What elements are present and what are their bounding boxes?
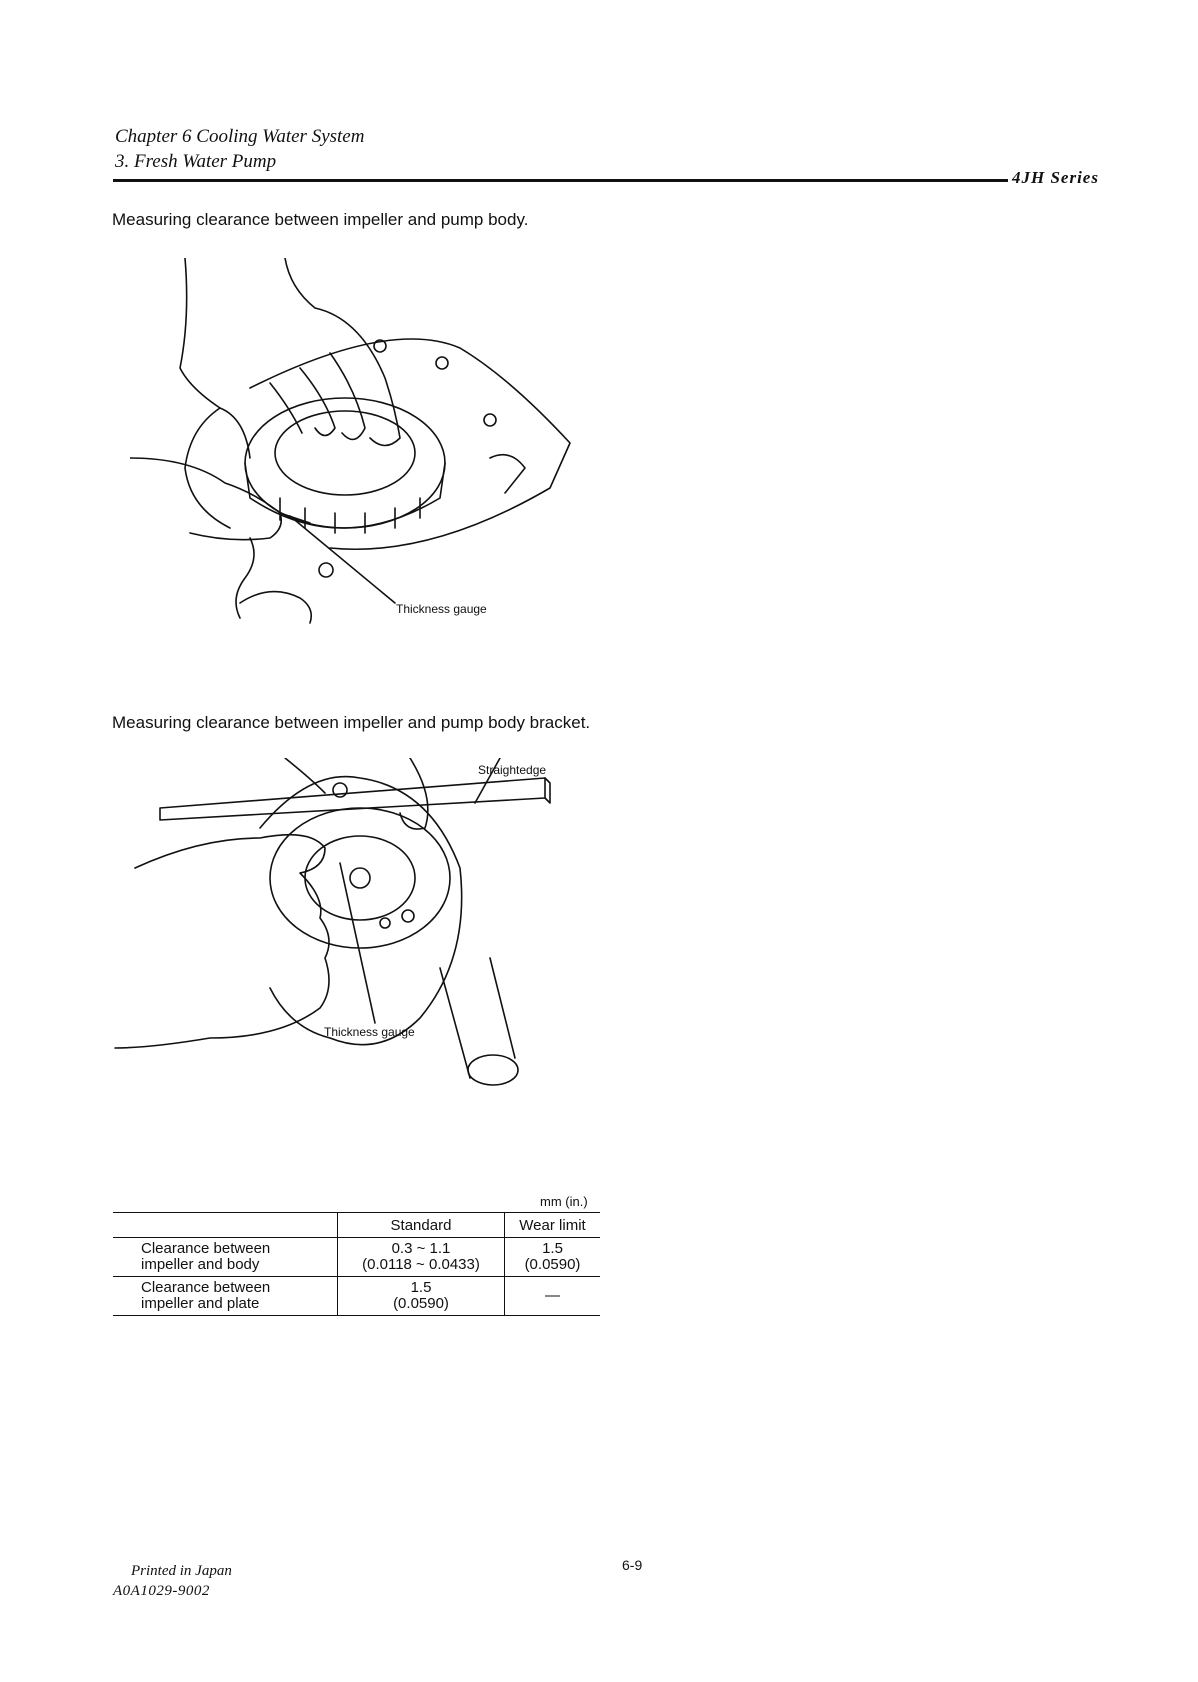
figure-2-thickness-gauge-label: Thickness gauge — [324, 1025, 415, 1039]
figure-2-straightedge-label: Straightedge — [478, 763, 547, 777]
table-cell-standard — [338, 1238, 505, 1277]
bolt-hole — [319, 563, 333, 577]
table-cell-wear-limit — [505, 1238, 601, 1277]
pump-body-outline — [250, 339, 570, 549]
wear-limit-value: 1.5 — [542, 1240, 563, 1257]
item-line: impeller and body — [141, 1256, 260, 1273]
table-unit-label: mm (in.) — [540, 1194, 588, 1209]
table-row — [113, 1238, 600, 1277]
figure-1-thickness-gauge-label: Thickness gauge — [396, 602, 487, 616]
table-cell-item — [113, 1238, 338, 1277]
figure-1-caption: Measuring clearance between impeller and pump body. — [112, 210, 529, 229]
bolt-hole — [484, 414, 496, 426]
table-header-standard: Standard — [338, 1213, 505, 1238]
figure-2-caption: Measuring clearance between impeller and pump body bracket. — [112, 713, 591, 732]
table-cell-item — [113, 1277, 338, 1316]
table-cell-standard — [338, 1277, 505, 1316]
table-cell-wear-limit — [505, 1277, 601, 1316]
series-label: 4JH Series — [1012, 168, 1099, 187]
hand-outline — [115, 835, 329, 1048]
standard-value: 0.3 ~ 1.1 — [391, 1240, 451, 1257]
item-line: Clearance between — [141, 1240, 271, 1257]
thickness-gauge-leader — [290, 516, 395, 603]
table-header-row — [113, 1213, 600, 1238]
bolt-hole — [380, 918, 390, 928]
header-rule — [113, 179, 1008, 182]
standard-value-in: (0.0590) — [393, 1295, 449, 1312]
no-value-dash: — — [545, 1287, 560, 1304]
table-row — [113, 1277, 600, 1316]
bolt-hole — [436, 357, 448, 369]
wear-limit-value-in: (0.0590) — [524, 1256, 581, 1273]
pump-bracket-outline — [260, 777, 462, 1045]
table-header-wear-limit: Wear limit — [505, 1213, 601, 1238]
standard-value: 1.5 — [410, 1279, 432, 1296]
straightedge — [160, 778, 545, 820]
item-line: Clearance between — [141, 1279, 271, 1296]
footer-document-code: A0A1029-9002 — [113, 1583, 210, 1599]
item-line: impeller and plate — [141, 1295, 260, 1312]
chapter-title: Chapter 6 Cooling Water System — [115, 126, 365, 147]
clearance-spec-table — [113, 1212, 600, 1316]
bolt-hole — [402, 910, 414, 922]
table-header-item — [113, 1213, 338, 1238]
figure-1-illustration — [130, 258, 600, 678]
figure-2-illustration — [110, 758, 610, 1138]
page-number: 6-9 — [622, 1557, 643, 1573]
footer-printed: Printed in Japan — [131, 1563, 232, 1579]
standard-value-in: (0.0118 ~ 0.0433) — [362, 1256, 480, 1273]
outlet-pipe — [440, 958, 515, 1078]
section-title: 3. Fresh Water Pump — [115, 151, 277, 172]
